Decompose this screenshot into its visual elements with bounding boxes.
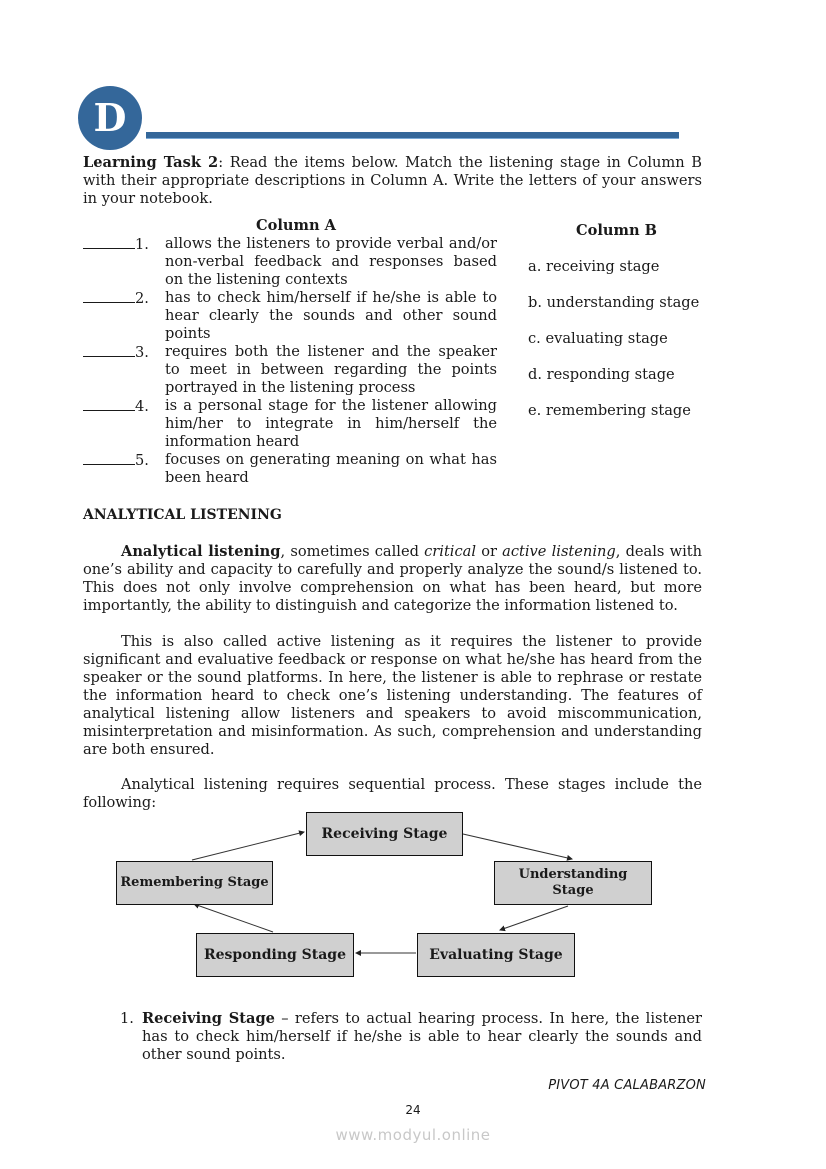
responding-stage-box: Responding Stage [196,933,354,977]
column-b-option: c. evaluating stage [528,330,668,347]
remembering-stage-box: Remembering Stage [116,861,273,905]
column-b-option: e. remembering stage [528,402,691,419]
task-title: Learning Task 2 [83,154,219,171]
column-a-item [83,451,503,486]
answer-blank[interactable] [83,451,135,465]
text-run: , sometimes called [280,543,425,560]
task-instructions-text: : Read the items below. Match the listening stage in Column B with their appropriate descriptions in Column A. Write the letters of your answers in your notebook. [83,154,702,207]
answer-blank[interactable] [83,289,135,303]
column-a-item [83,343,503,396]
column-a-heading: Column A [256,217,336,234]
answer-blank[interactable] [83,343,135,357]
header-rule [146,132,679,138]
column-b-option: b. understanding stage [528,294,700,311]
item-number: 4. [135,398,149,415]
text-run: or [476,543,503,560]
item-number: 1. [135,236,149,253]
footer-brand: PIVOT 4A CALABARZON [548,1078,706,1093]
item-number: 2. [135,290,149,307]
stage-term: Receiving Stage [142,1010,275,1027]
paragraph-sequential-process: Analytical listening requires sequential process. These stages include the following: [83,776,702,811]
column-a-item [83,289,503,342]
column-b-heading: Column B [576,222,657,239]
term-critical: critical [424,543,477,560]
item-description: has to check him/herself if he/she is able to hear clearly the sounds and other sound points [165,289,497,342]
column-b-option: a. receiving stage [528,258,660,275]
text-run: , deals with one’s ability and capacity to carefully and properly analyze the sound/s listened to. This does not only involve comprehension on what has been heard, but more importantly, the ability to distinguish and categorize the information listened to. [83,543,703,614]
watermark-link: www.modyul.online [335,1126,491,1144]
task-instructions [83,154,702,208]
column-a-item [83,235,503,288]
item-description: focuses on generating meaning on what has been heard [165,451,497,486]
page-number: 24 [405,1103,421,1117]
paragraph-definition [83,543,702,615]
column-b-option: d. responding stage [528,366,675,383]
section-letter-badge: D [78,86,142,150]
stage-desc-text: – refers to actual hearing process. In here, the listener has to check him/herself if he/she is able to hear clearly the sounds and other sound points. [142,1010,702,1063]
answer-blank[interactable] [83,397,135,411]
column-a-item [83,397,503,450]
item-description: requires both the listener and the speaker to meet in between regarding the points portrayed in the listening process [165,343,497,396]
receiving-stage-box: Receiving Stage [306,812,463,856]
stage-list-item [120,1010,702,1064]
item-number: 3. [135,344,149,361]
answer-blank[interactable] [83,235,135,249]
item-number: 5. [135,452,149,469]
item-description: allows the listeners to provide verbal and/or non-verbal feedback and responses based on the listening contexts [165,235,497,288]
term-analytical-listening: Analytical listening [121,543,281,560]
stage-number: 1. [120,1010,134,1027]
paragraph-active-listening: This is also called active listening as it requires the listener to provide significant and evaluative feedback or response on what he/she has heard from the speaker or the sound platforms. In here, the listener is able to rephrase or restate the information heard to check one’s listening understanding. The features of analytical listening allow listeners and speakers to avoid miscommunication, misinterpretation and misinformation. As such, comprehension and understanding are both ensured. [83,633,702,758]
evaluating-stage-box: Evaluating Stage [417,933,575,977]
term-active-listening: active listening [502,543,616,560]
item-description: is a personal stage for the listener allowing him/her to integrate in him/herself the information heard [165,397,497,450]
understanding-stage-box: Understanding Stage [494,861,652,905]
section-heading: ANALYTICAL LISTENING [83,507,282,523]
stage-description [142,1010,702,1064]
